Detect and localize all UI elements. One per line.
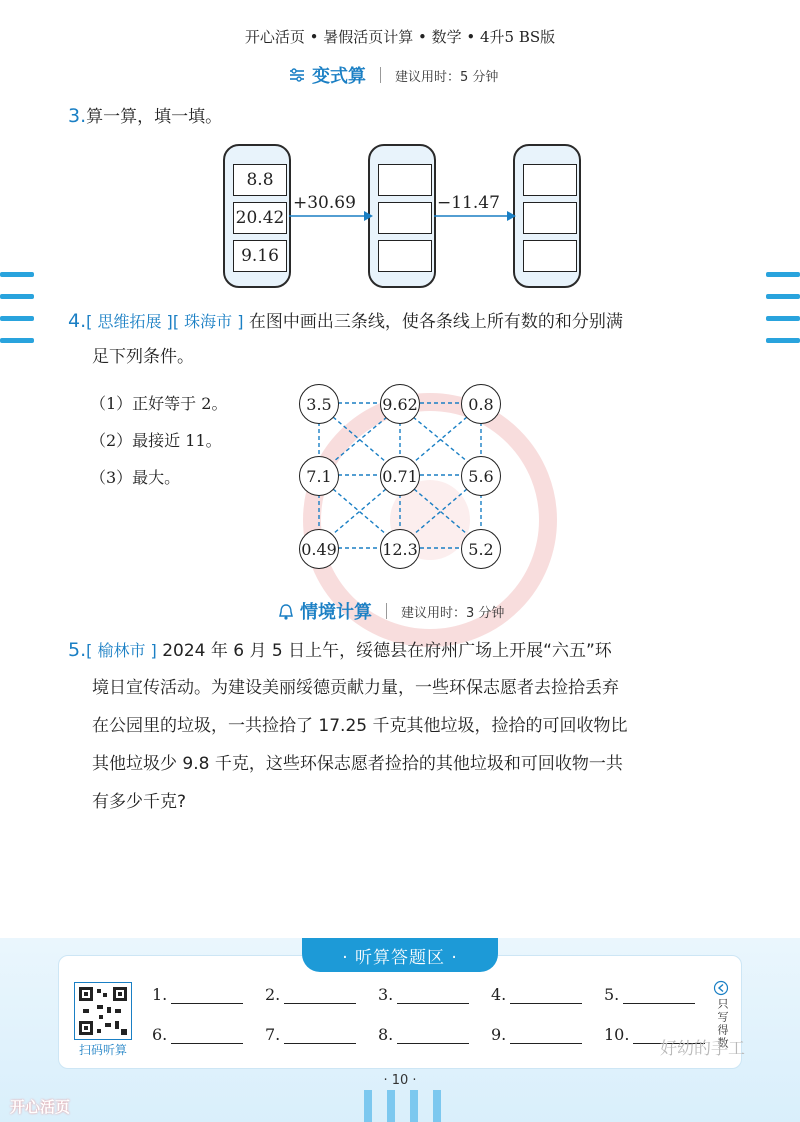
result-stack xyxy=(513,144,581,288)
answer-blank[interactable]: 1. xyxy=(152,985,243,1004)
side-stripe xyxy=(766,316,800,321)
bottom-stripe xyxy=(387,1090,395,1122)
side-stripe xyxy=(766,294,800,299)
sliders-icon xyxy=(288,67,306,83)
question-text: 算一算，填一填。 xyxy=(86,107,223,127)
side-stripe xyxy=(766,338,800,343)
condition-item: （1）正好等于 2。 xyxy=(90,394,228,413)
side-stripe xyxy=(0,338,34,343)
question-text: 足下列条件。 xyxy=(92,347,194,367)
answer-box[interactable] xyxy=(378,164,432,196)
question-text: 其他垃圾少 9.8 千克，这些环保志愿者捡拾的其他垃圾和可回收物一共 xyxy=(92,754,623,774)
page-header: 开心活页 • 暑假活页计算 • 数学 • 4升5 BS版 xyxy=(244,28,556,46)
time-hint: 建议用时：3 分钟 xyxy=(401,605,505,621)
scan-label: 扫码听算 xyxy=(78,1043,127,1057)
condition-item: （2）最接近 11。 xyxy=(90,431,222,450)
section-name: 情境计算 xyxy=(300,602,372,623)
input-value: 20.42 xyxy=(233,202,287,234)
answer-blank[interactable]: 8. xyxy=(378,1025,469,1044)
side-stripe xyxy=(0,294,34,299)
question-5-line xyxy=(68,630,612,671)
question-3-prompt xyxy=(68,96,222,137)
answer-box[interactable] xyxy=(523,202,577,234)
tag-label: [ 思维拓展 ] xyxy=(86,312,173,331)
watermark-text: 好幼的手工 xyxy=(660,1039,745,1059)
section-title xyxy=(288,62,498,88)
side-stripe xyxy=(766,272,800,277)
answer-blank[interactable]: 6. xyxy=(152,1025,243,1044)
question-text: 2024 年 6 月 5 日上午，绥德县在府州广场上开展“六五”环 xyxy=(162,641,612,661)
tag-label: [ 榆林市 ] xyxy=(86,641,157,660)
divider xyxy=(380,67,381,83)
answer-blank[interactable]: 2. xyxy=(265,985,356,1004)
condition-item: （3）最大。 xyxy=(90,468,181,487)
operation-label: +30.69 xyxy=(293,193,356,213)
question-number: 5. xyxy=(68,639,87,661)
grid-node: 12.3 xyxy=(380,529,420,569)
operation-label: −11.47 xyxy=(437,193,500,213)
side-stripe xyxy=(0,316,34,321)
divider xyxy=(386,603,387,619)
section-name: 变式算 xyxy=(312,66,366,87)
question-text: 在公园里的垃圾，一共捡拾了 17.25 千克其他垃圾，捡拾的可回收物比 xyxy=(92,716,628,736)
arrow-right-icon xyxy=(507,211,516,221)
side-stripe xyxy=(0,272,34,277)
grid-node: 5.2 xyxy=(461,529,501,569)
question-number: 3. xyxy=(68,105,87,127)
input-value: 8.8 xyxy=(233,164,287,196)
answer-blank[interactable]: 10. xyxy=(604,1025,705,1044)
bottom-stripe xyxy=(364,1090,372,1122)
answer-box[interactable] xyxy=(523,164,577,196)
time-hint: 建议用时：5 分钟 xyxy=(395,69,499,85)
answer-blank[interactable]: 7. xyxy=(265,1025,356,1044)
bottom-stripe xyxy=(433,1090,441,1122)
question-text: 境日宣传活动。为建设美丽绥德贡献力量，一些环保志愿者去捡拾丢弃 xyxy=(92,678,619,698)
question-4-prompt xyxy=(68,301,623,342)
answer-box[interactable] xyxy=(523,240,577,272)
input-stack xyxy=(223,144,291,288)
question-text: 有多少千克? xyxy=(92,792,187,812)
arrow-right-icon xyxy=(364,211,373,221)
question-number: 4. xyxy=(68,310,87,332)
grid-node: 9.62 xyxy=(380,384,420,424)
answer-box[interactable] xyxy=(378,240,432,272)
answer-blank[interactable]: 9. xyxy=(491,1025,582,1044)
section-title xyxy=(278,598,504,624)
page-number: · 10 · xyxy=(383,1073,417,1088)
answer-panel-title: · 听算答题区 · xyxy=(302,938,498,972)
bottom-stripe xyxy=(410,1090,418,1122)
grid-node: 0.71 xyxy=(380,456,420,496)
chevron-left-icon xyxy=(713,980,729,996)
grid-node: 3.5 xyxy=(299,384,339,424)
side-label: 只写得数 xyxy=(716,998,729,1050)
answer-blank[interactable]: 5. xyxy=(604,985,695,1004)
footer-brand-logo: 开心活页 xyxy=(10,1098,71,1116)
answer-blank[interactable]: 3. xyxy=(378,985,469,1004)
question-text: 在图中画出三条线，使各条线上所有数的和分别满 xyxy=(248,312,623,332)
grid-node: 7.1 xyxy=(299,456,339,496)
answer-blank[interactable]: 4. xyxy=(491,985,582,1004)
answer-panel xyxy=(58,955,742,1069)
grid-node: 0.49 xyxy=(299,529,339,569)
qr-code-icon[interactable] xyxy=(74,982,132,1040)
bell-icon xyxy=(278,603,294,620)
tag-label: [ 珠海市 ] xyxy=(172,312,244,331)
input-value: 9.16 xyxy=(233,240,287,272)
grid-node: 5.6 xyxy=(461,456,501,496)
grid-node: 0.8 xyxy=(461,384,501,424)
